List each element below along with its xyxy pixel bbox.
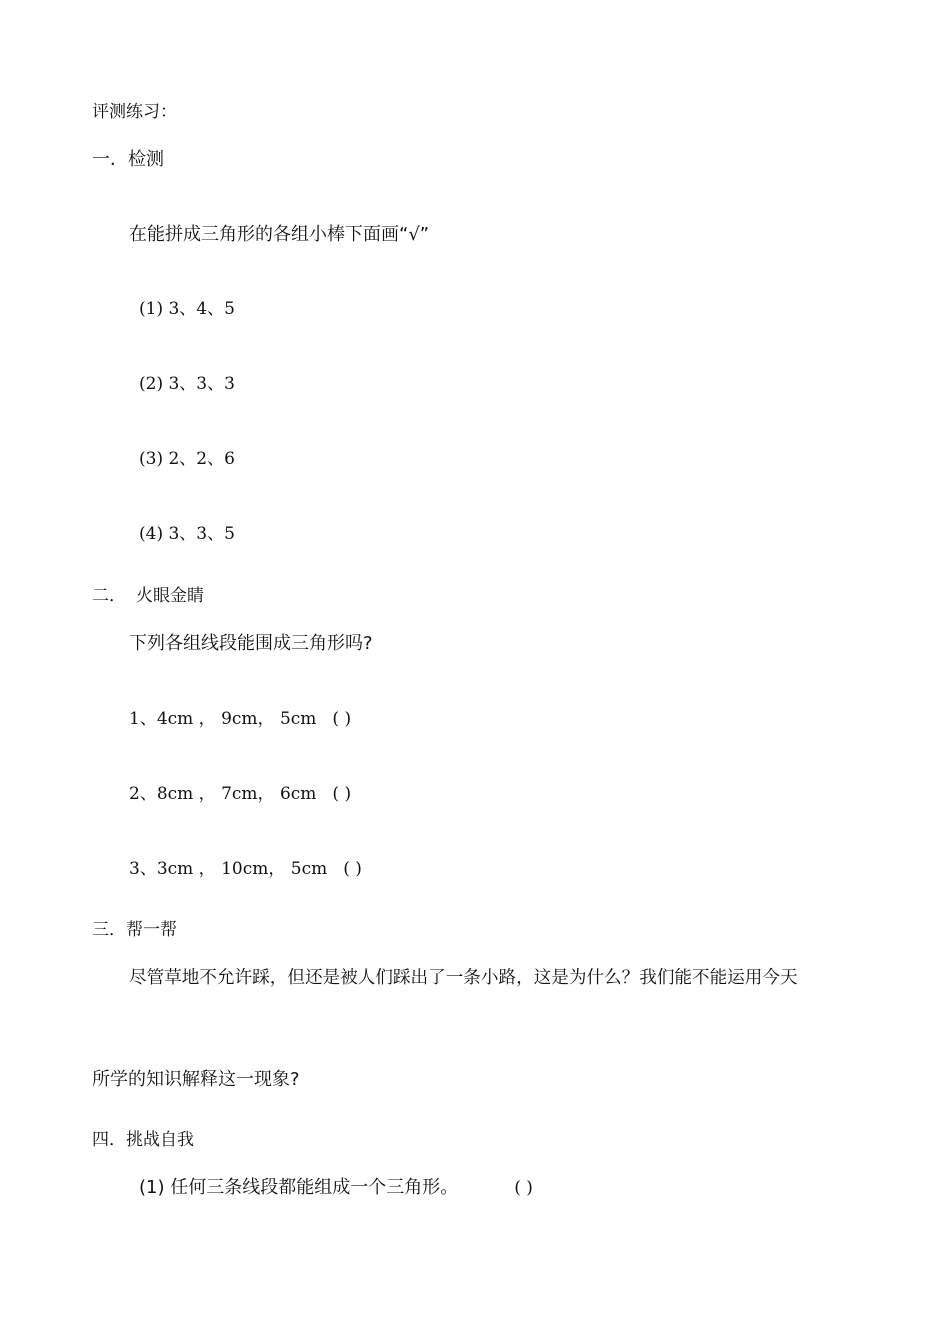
section-3-paragraph-line-1: 尽管草地不允许踩，但还是被人们踩出了一条小路，这是为什么？我们能不能运用今天 — [129, 968, 798, 988]
section-2-question: 下列各组线段能围成三角形吗? — [129, 633, 373, 654]
section-2-item-3 — [129, 861, 362, 878]
section-1-item-4: (4) 3、3、5 — [139, 524, 235, 544]
section-3-paragraph-line-2: 所学的知识解释这一现象? — [92, 1069, 300, 1090]
item-text: 2、8cm ， 7cm， 6cm — [129, 784, 317, 804]
section-2-item-2 — [129, 786, 351, 803]
item-text: (1) 任何三条线段都能组成一个三角形。 — [139, 1177, 459, 1198]
section-1-item-3: (3) 2、2、6 — [139, 449, 235, 469]
answer-blank[interactable]: ( ) — [332, 709, 352, 729]
section-1-title: 一．检测 — [92, 149, 164, 170]
section-4-title: 四．挑战自我 — [92, 1130, 194, 1150]
section-1-item-1: (1) 3、4、5 — [139, 299, 235, 319]
answer-blank[interactable]: ( ) — [343, 859, 362, 879]
section-2-heading — [92, 588, 204, 605]
answer-blank[interactable]: ( ) — [332, 784, 352, 804]
section-2-title: 火眼金睛 — [136, 586, 204, 606]
item-text: 1、4cm ， 9cm， 5cm — [129, 709, 317, 729]
section-2-number: 二． — [92, 586, 126, 606]
exercise-heading: 评测练习： — [92, 102, 177, 122]
section-4-item-1 — [139, 1179, 533, 1197]
section-2-item-1 — [129, 711, 351, 728]
item-text: 3、3cm ， 10cm， 5cm — [129, 859, 328, 879]
answer-blank[interactable]: ( ) — [514, 1178, 533, 1198]
section-1-instruction: 在能拼成三角形的各组小棒下面画“√” — [129, 224, 430, 245]
section-1-item-2: (2) 3、3、3 — [139, 374, 235, 394]
section-3-title: 三．帮一帮 — [92, 920, 177, 940]
